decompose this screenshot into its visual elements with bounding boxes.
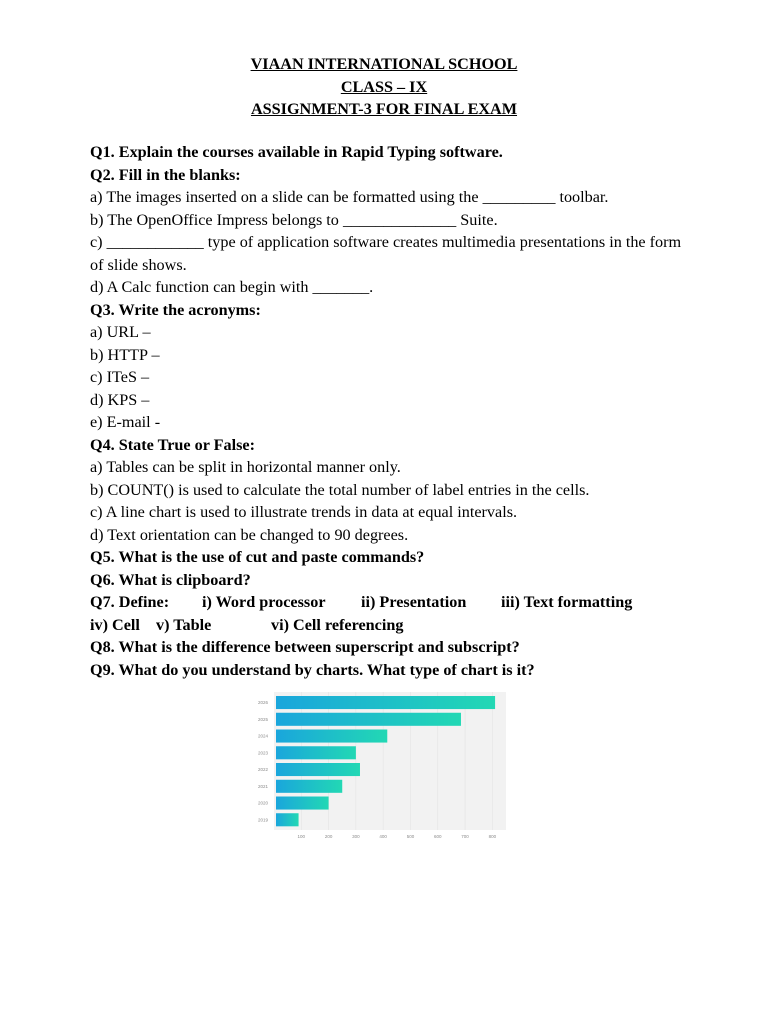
- define-term: ii) Presentation: [361, 593, 467, 611]
- define-term: vi) Cell referencing: [271, 615, 404, 634]
- bar: [276, 696, 495, 709]
- question-3-item: b) HTTP –: [90, 345, 160, 364]
- question-9: Q9. What do you understand by charts. What type of chart is it?: [90, 660, 535, 679]
- school-name: VIAAN INTERNATIONAL SCHOOL: [250, 55, 518, 73]
- x-tick-label: 500: [406, 834, 415, 839]
- bar: [276, 813, 299, 826]
- bar: [276, 780, 342, 793]
- bar: [276, 763, 360, 776]
- bar: [276, 797, 329, 810]
- question-3-title: Q3. Write the acronyms:: [90, 300, 261, 319]
- x-tick-label: 600: [434, 834, 442, 839]
- y-tick-label: 2021: [258, 783, 269, 789]
- question-list: [90, 141, 690, 681]
- question-4-item: c) A line chart is used to illustrate trends in data at equal intervals.: [90, 503, 518, 521]
- question-4-item: d) Text orientation can be changed to 90 degrees.: [90, 525, 409, 544]
- question-1: Q1. Explain the courses available in Rapid Typing software.: [90, 143, 503, 161]
- question-4-item: b) COUNT() is used to calculate the total number of label entries in the cells.: [90, 480, 590, 499]
- question-3-item: c) ITeS –: [90, 368, 150, 386]
- define-term: v) Table: [156, 615, 212, 634]
- question-2-item: b) The OpenOffice Impress belongs to ______________ Suite.: [90, 210, 498, 229]
- y-tick-label: 2024: [258, 733, 269, 739]
- x-tick-label: 400: [379, 834, 387, 839]
- y-tick-label: 2019: [258, 817, 269, 823]
- question-2-item: d) A Calc function can begin with _______.: [90, 278, 374, 296]
- question-2-title: Q2. Fill in the blanks:: [90, 165, 241, 184]
- question-7-row-1: [90, 591, 690, 614]
- question-7-title: Q7. Define:: [90, 593, 170, 611]
- y-tick-label: 2025: [258, 716, 269, 722]
- define-term: i) Word processor: [202, 593, 326, 611]
- question-4-title: Q4. State True or False:: [90, 435, 255, 454]
- question-2-item: c) ____________ type of application software creates multimedia presentations in the form of slide shows.: [90, 233, 682, 274]
- x-tick-label: 200: [324, 834, 333, 839]
- define-term: iii) Text formatting: [501, 593, 633, 611]
- bar: [276, 713, 461, 726]
- bar: [276, 746, 356, 759]
- x-tick-label: 700: [461, 834, 469, 839]
- x-tick-label: 800: [488, 834, 497, 839]
- y-tick-label: 2022: [258, 767, 269, 773]
- define-term: iv) Cell: [90, 615, 140, 634]
- assignment-title: ASSIGNMENT-3 FOR FINAL EXAM: [250, 100, 518, 118]
- document-header: [0, 53, 768, 121]
- class-title: CLASS – IX: [340, 77, 428, 96]
- bar-chart-svg: [254, 690, 510, 846]
- x-tick-label: 100: [297, 834, 306, 839]
- question-5: Q5. What is the use of cut and paste commands?: [90, 548, 425, 566]
- question-2-item: a) The images inserted on a slide can be formatted using the _________ toolbar.: [90, 188, 609, 206]
- question-3-item: e) E-mail -: [90, 413, 161, 431]
- question-3-item: d) KPS –: [90, 390, 150, 409]
- y-tick-label: 2020: [258, 800, 269, 806]
- y-tick-label: 2023: [258, 750, 269, 756]
- question-6: Q6. What is clipboard?: [90, 570, 251, 589]
- x-tick-label: 300: [352, 834, 360, 839]
- bar: [276, 730, 387, 743]
- bar-chart: [254, 690, 510, 846]
- y-tick-label: 2026: [258, 700, 269, 706]
- question-3-item: a) URL –: [90, 323, 151, 341]
- question-4-item: a) Tables can be split in horizontal manner only.: [90, 458, 401, 476]
- question-8: Q8. What is the difference between superscript and subscript?: [90, 638, 520, 656]
- question-7-row-2: [90, 614, 690, 637]
